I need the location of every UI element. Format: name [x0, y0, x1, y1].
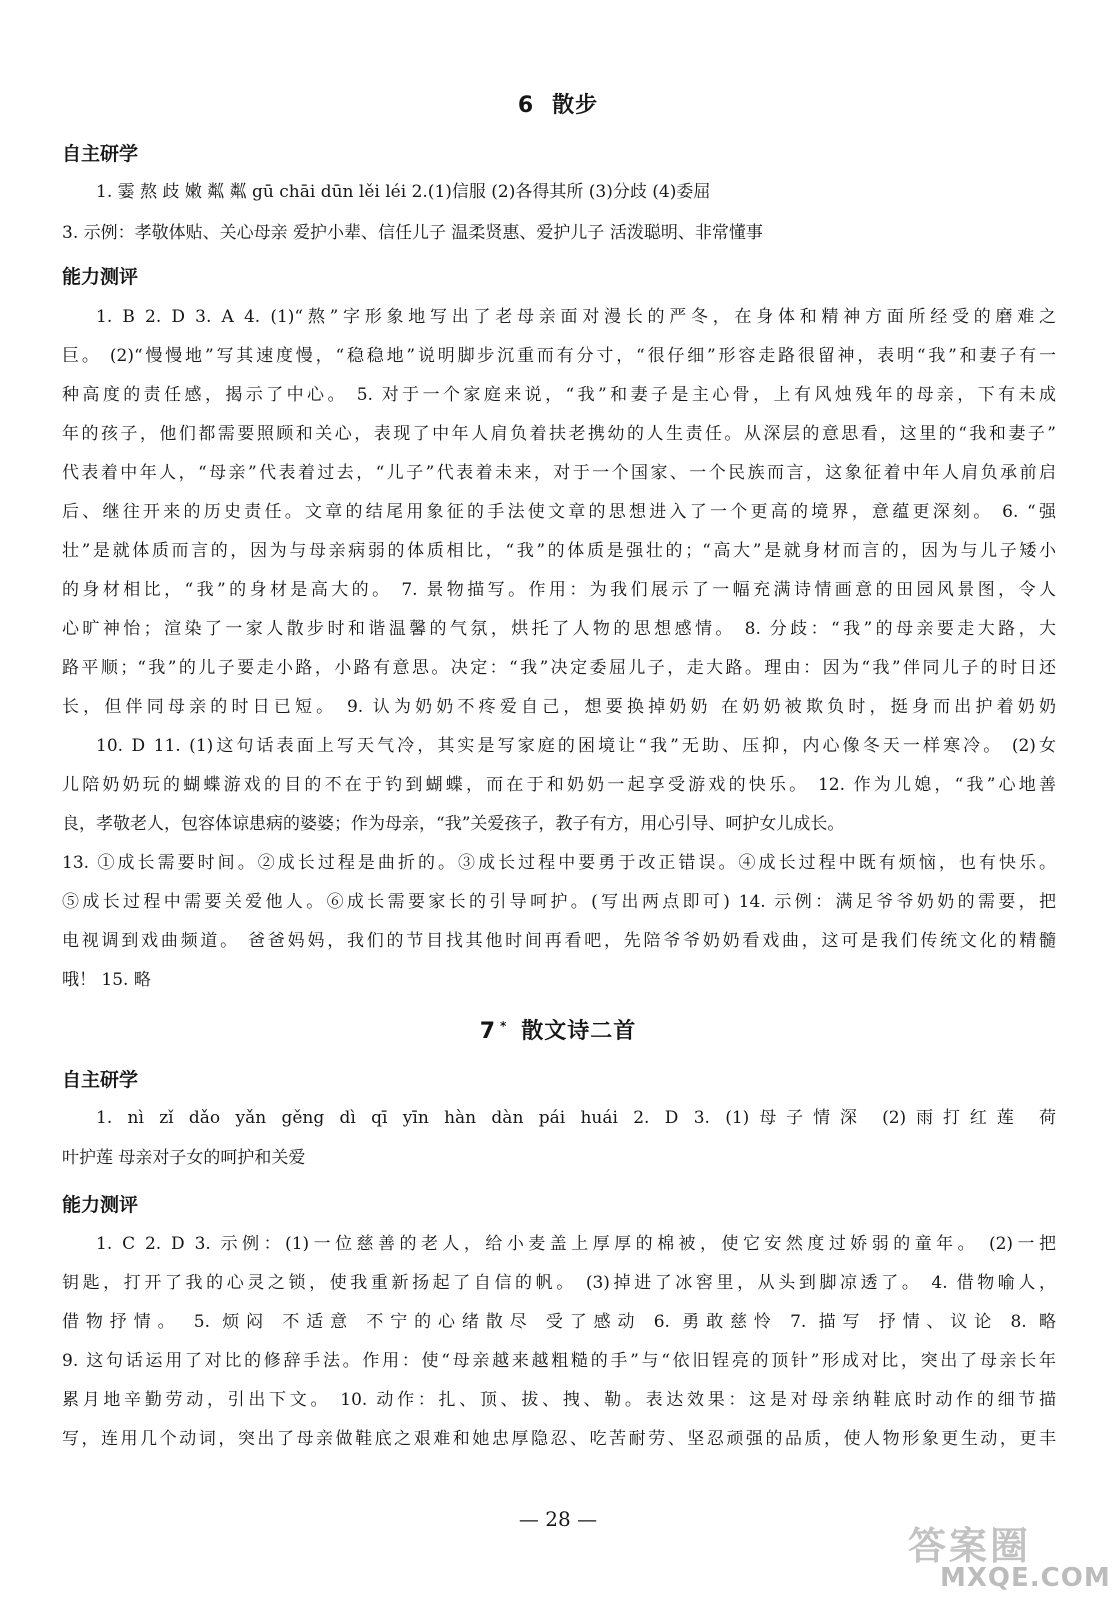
lesson-7-title	[0, 1014, 1116, 1045]
lesson-6-ability-line-15: 13. ①成长需要时间。②成长过程是曲折的。③成长过程中要勇于改正错误。④成长过程中既有烦恼，也有快乐。	[62, 853, 1056, 873]
lesson-6-self-study-line-2: 3. 示例：孝敬体贴、关心母亲 爱护小辈、信任儿子 温柔贤惠、爱护儿子 活泼聪明、非常懂事	[62, 223, 763, 243]
lesson-6-ability-line-10: 路平顺；“我”的儿子要走小路，小路有意思。决定：“我”决定委屈儿子，走大路。理由：因为“我”伴同儿子的时日还	[62, 658, 1056, 678]
lesson-6-title	[0, 88, 1116, 119]
lesson-7-ability-line-6: 写，连用几个动词，突出了母亲做鞋底之艰难和她忠厚隐忍、吃苦耐劳、坚忍顽强的品质，使人物形象更生动，更丰	[62, 1429, 1056, 1449]
lesson-7-star: *	[500, 1018, 508, 1033]
lesson-6-ability-heading: 能力测评	[62, 266, 139, 288]
lesson-7-self-study-line-2: 叶护莲 母亲对子女的呵护和关爱	[62, 1148, 306, 1168]
lesson-6-ability-line-1: 1. B 2. D 3. A 4. (1)“熬”字形象地写出了老母亲面对漫长的严冬，在身体和精神方面所经受的磨难之	[96, 307, 1056, 327]
lesson-7-ability-line-5: 累月地辛勤劳动，引出下文。 10. 动作：扎、顶、拔、拽、勒。表达效果：这是对母亲纳鞋底时动作的细节描	[62, 1390, 1056, 1410]
lesson-6-ability-line-7: 壮”是就体质而言的，因为与母亲病弱的体质相比，“我”的体质是强壮的；“高大”是就身材而言的，因为与儿子矮小	[62, 541, 1056, 561]
lesson-6-ability-line-14: 良，孝敬老人，包容体谅患病的婆婆；作为母亲，“我”关爱孩子，教子有方，用心引导、呵护女儿成长。	[62, 814, 845, 834]
watermark-chinese: 答案圈	[908, 1524, 1032, 1568]
lesson-6-ability-line-3: 种高度的责任感，揭示了中心。 5. 对于一个家庭来说，“我”和妻子是主心骨，上有风烛残年的母亲，下有未成	[62, 385, 1056, 405]
lesson-7-self-study-line-1: 1. nì zǐ dǎo yǎn gěng dì qī yīn hàn dàn pái huái 2. D 3. (1)母子情深 (2)雨打红莲 荷	[96, 1108, 1056, 1128]
lesson-7-ability-line-3: 借物抒情。 5. 烦闷 不适意 不宁的心绪散尽 受了感动 6. 勇敢慈怜 7. 描写 抒情、议论 8. 略	[62, 1312, 1056, 1332]
lesson-6-ability-line-8: 的身材相比，“我”的身材是高大的。 7. 景物描写。作用：为我们展示了一幅充满诗情画意的田园风景图，令人	[62, 580, 1056, 600]
lesson-7-number: 7	[479, 1019, 496, 1044]
page-number: — 28 —	[518, 1507, 598, 1531]
lesson-6-self-study-heading: 自主研学	[62, 143, 139, 165]
lesson-6-number: 6	[517, 93, 535, 118]
lesson-7-ability-line-4: 9. 这句话运用了对比的修辞手法。作用：使“母亲越来越粗糙的手”与“依旧锃亮的顶针”形成对比，突出了母亲长年	[62, 1351, 1056, 1371]
watermark-latin: MXQE.COM	[940, 1563, 1111, 1593]
lesson-7-ability-line-1: 1. C 2. D 3. 示例：(1)一位慈善的老人，给小麦盖上厚厚的棉被，使它安然度过娇弱的童年。 (2)一把	[96, 1234, 1056, 1254]
lesson-6-ability-line-17: 电视调到戏曲频道。 爸爸妈妈，我们的节目找其他时间再看吧，先陪爷爷奶奶看戏曲，这可是我们传统文化的精髓	[62, 931, 1056, 951]
lesson-6-ability-line-2: 巨。 (2)“慢慢地”写其速度慢，“稳稳地”说明脚步沉重而有分寸，“很仔细”形容走路很留神，表明“我”和妻子有一	[62, 346, 1056, 366]
lesson-6-ability-line-4: 年的孩子，他们都需要照顾和关心，表现了中年人肩负着扶老携幼的人生责任。从深层的意思看，这里的“我和妻子”	[62, 424, 1056, 444]
lesson-7-ability-line-2: 钥匙，打开了我的心灵之锁，使我重新扬起了自信的帆。 (3)掉进了冰窖里，从头到脚凉透了。 4. 借物喻人，	[62, 1273, 1056, 1293]
lesson-6-title-text: 散步	[552, 93, 599, 118]
lesson-6-ability-line-6: 后、继往开来的历史责任。文章的结尾用象征的手法使文章的思想进入了一个更高的境界，意蕴更深刻。 6. “强	[62, 502, 1056, 522]
lesson-6-ability-line-5: 代表着中年人，“母亲”代表着过去，“儿子”代表着未来，对于一个国家、一个民族而言，这象征着中年人肩负承前启	[62, 463, 1056, 483]
lesson-6-ability-line-18: 哦！ 15. 略	[62, 970, 151, 990]
lesson-6-ability-line-16: ⑤成长过程中需要关爱他人。⑥成长需要家长的引导呵护。(写出两点即可) 14. 示例：满足爷爷奶奶的需要，把	[62, 892, 1056, 912]
lesson-6-ability-line-11: 长，但伴同母亲的时日已短。 9. 认为奶奶不疼爱自己，想要换掉奶奶 在奶奶被欺负时，挺身而出护着奶奶	[62, 697, 1056, 717]
lesson-7-title-text: 散文诗二首	[521, 1019, 637, 1044]
watermark-logo	[900, 1515, 1110, 1597]
lesson-6-ability-line-13: 儿陪奶奶玩的蝴蝶游戏的目的不在于钓到蝴蝶，而在于和奶奶一起享受游戏的快乐。 12. 作为儿媳，“我”心地善	[62, 775, 1056, 795]
lesson-6-self-study-line-1: 1. 霎 熬 歧 嫩 粼 粼 gū chāi dūn lěi léi 2.(1)信服 (2)各得其所 (3)分歧 (4)委屈	[96, 182, 711, 202]
lesson-6-ability-line-12: 10. D 11. (1)这句话表面上写天气冷，其实是写家庭的困境让“我”无助、压抑，内心像冬天一样寒冷。 (2)女	[96, 736, 1056, 756]
lesson-6-ability-line-9: 心旷神怡；渲染了一家人散步时和谐温馨的气氛，烘托了人物的思想感情。 8. 分歧：“我”的母亲要走大路，大	[62, 619, 1056, 639]
lesson-7-self-study-heading: 自主研学	[62, 1069, 139, 1091]
lesson-7-ability-heading: 能力测评	[62, 1194, 139, 1216]
